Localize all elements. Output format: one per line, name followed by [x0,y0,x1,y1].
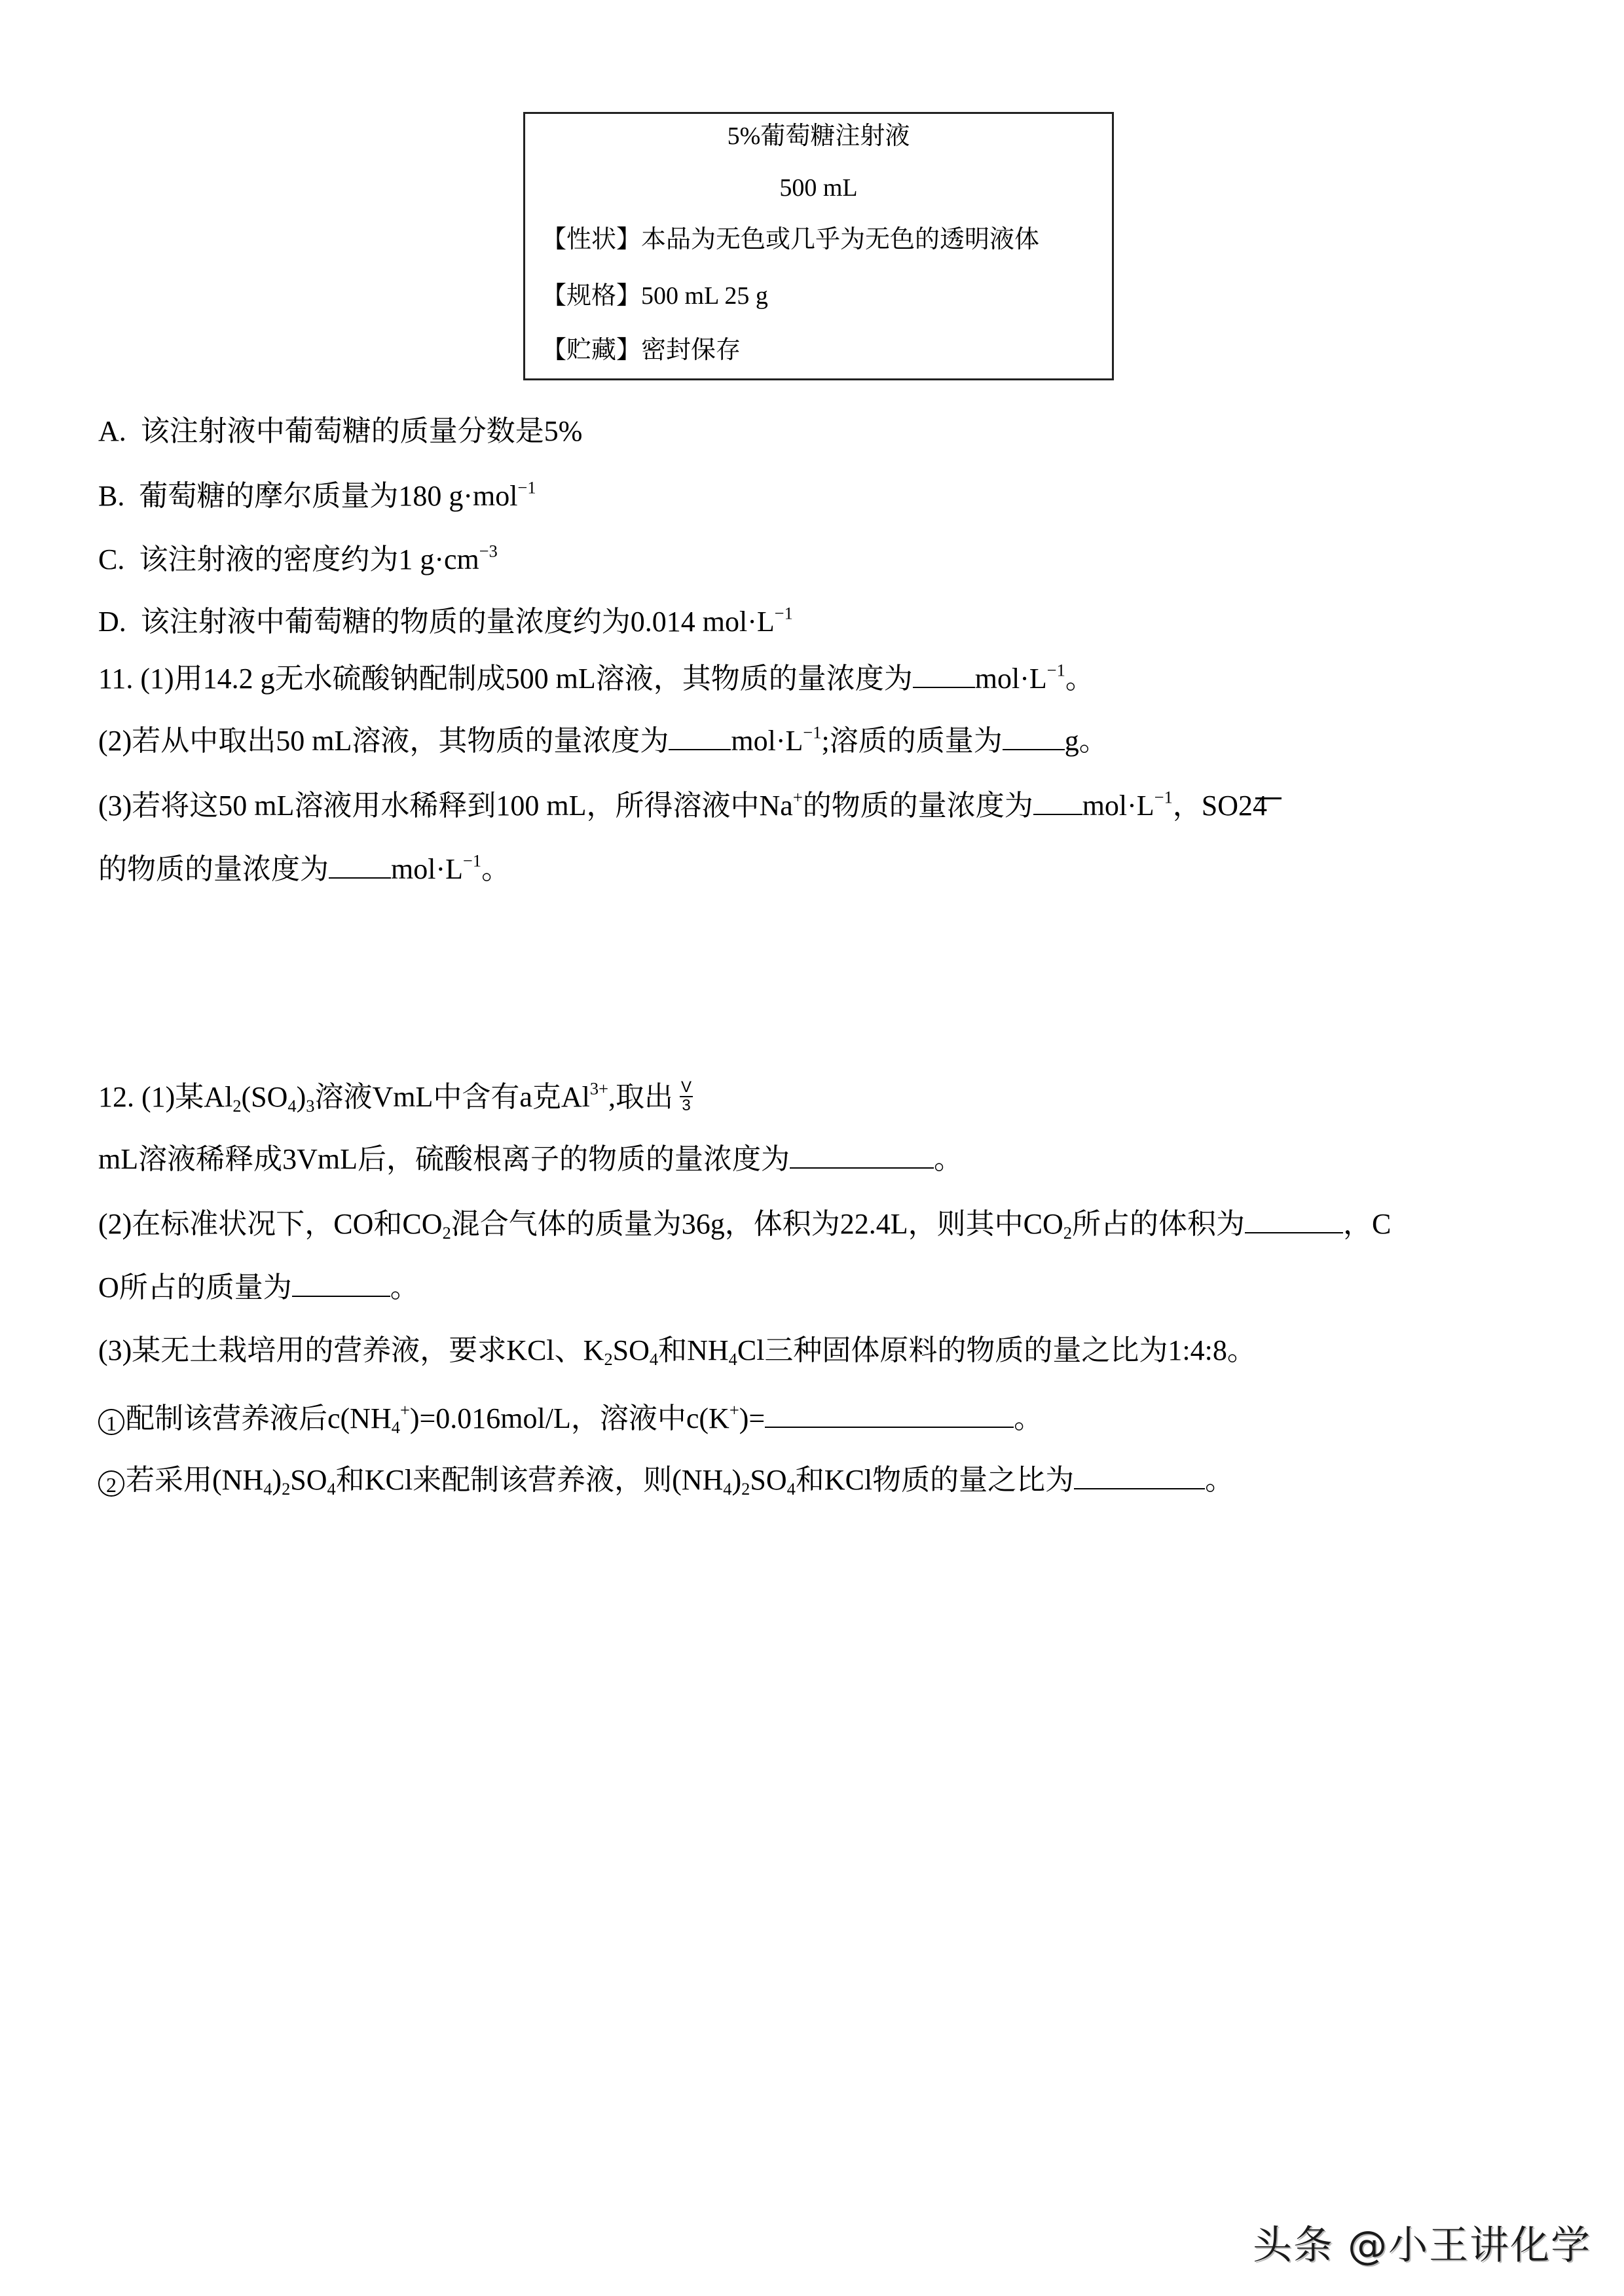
text: 溶液VmL中含有a克Al [314,1081,590,1113]
spec-text: 500 mL 25 g [641,282,768,310]
superscript: −1 [774,603,793,623]
option-text: 葡萄糖的摩尔质量为180 g·mol [139,480,518,512]
text: ) [272,1464,282,1496]
answer-blank[interactable] [1245,1206,1343,1233]
option-b [98,478,536,515]
text: SO [290,1464,327,1496]
text: 。 [390,1271,419,1303]
answer-blank[interactable] [292,1269,390,1297]
answer-blank[interactable] [790,1141,934,1169]
superscript: −1 [1154,787,1173,807]
option-text: 该注射液中葡萄糖的物质的量浓度约为0.014 mol·L [140,606,775,638]
text: 。 [481,853,511,885]
subscript: 2 [604,1349,613,1369]
subscript: 4 [728,1349,737,1369]
fraction-numerator: V [680,1078,692,1097]
superscript: −1 [462,850,482,871]
text: )=0.016mol/L，溶液中c(K [409,1402,729,1434]
q11-part3 [98,788,1282,824]
text: (2)若从中取出50 mL溶液，其物质的量浓度为 [98,725,669,757]
superscript: −1 [1046,660,1065,680]
option-letter: C. [98,543,125,575]
option-letter: D. [98,606,126,638]
text: 。 [1014,1402,1043,1434]
subscript: 2 [282,1478,291,1499]
text: 所占的体积为 [1071,1208,1245,1240]
answer-blank[interactable] [765,1400,1014,1428]
text: (SO [241,1081,288,1113]
subscript: 3 [306,1095,315,1116]
question-number: 12. [98,1081,134,1113]
circled-number-2: 2 [98,1470,124,1497]
subscript: 2 [232,1095,242,1116]
q12-part1-cont [98,1141,963,1178]
watermark: 头条 @小王讲化学 [1253,2223,1592,2269]
answer-blank[interactable] [329,851,391,879]
text: ，SO24 [1172,790,1268,822]
q12-part2 [98,1206,1391,1243]
text: 和KCl物质的量之比为 [795,1464,1075,1496]
q11-part3-cont [98,851,510,888]
text: SO [750,1464,787,1496]
subscript: 4 [287,1095,297,1116]
text: 配制该营养液后c(NH [126,1402,392,1434]
text: 混合气体的质量为36g，体积为22.4L，则其中CO [451,1208,1063,1240]
text: Cl三种固体原料的物质的量之比为1:4:8。 [737,1334,1256,1366]
label-properties [542,224,1039,255]
text: 和KCl来配制该营养液，则(NH [335,1464,724,1496]
answer-blank[interactable] [669,723,731,750]
text: (1)某Al [141,1081,233,1113]
text: mol·L [1082,790,1154,822]
answer-blank[interactable] [1074,1462,1205,1489]
label-spec [542,280,768,312]
subscript: 2 [442,1222,451,1243]
subscript: 4 [786,1478,796,1499]
text: ) [296,1081,306,1113]
answer-blank[interactable] [913,661,975,688]
q12-part2-cont [98,1269,419,1306]
option-text: 该注射液中葡萄糖的质量分数是5% [140,415,583,447]
option-text: 该注射液的密度约为1 g·cm [139,543,479,575]
text: mol·L [391,853,463,885]
superscript: −1 [803,722,822,742]
text: 若采用(NH [126,1464,264,1496]
superscript: −1 [517,477,536,498]
option-letter: B. [98,480,125,512]
subscript: 2 [1063,1222,1072,1243]
text: mol·L [731,725,803,757]
storage-text: 密封保存 [641,337,741,364]
circled-number-1: 1 [98,1409,124,1435]
text: 的物质的量浓度为 [802,790,1033,822]
text: ，C [1342,1208,1392,1240]
superscript: + [729,1400,739,1420]
subscript: 4 [263,1478,272,1499]
q11-part1 [98,661,1094,697]
spec-label: 【规格】 [542,282,642,310]
text: (3)若将这50 mL溶液用水稀释到100 mL，所得溶液中Na [98,790,793,822]
q12-sub1 [98,1400,1043,1437]
superscript: 3+ [589,1078,608,1099]
text: 。 [933,1143,963,1175]
superscript: −3 [479,541,498,561]
subscript: 4 [723,1478,732,1499]
text: 。 [1065,663,1094,695]
option-a [98,413,582,450]
subscript: 4 [649,1349,659,1369]
superscript: + [792,787,803,807]
storage-label: 【贮藏】 [542,337,642,364]
subscript: 4 [391,1417,400,1437]
q12-sub2 [98,1462,1234,1499]
q11-part2 [98,723,1108,759]
sulfate-charge-mark [1255,797,1282,799]
text: mol·L [974,663,1047,695]
answer-blank[interactable] [1003,723,1065,750]
text: 和NH [658,1334,729,1366]
option-d [98,604,793,640]
option-c [98,541,498,578]
fraction-denominator: 3 [682,1097,691,1115]
text: SO [612,1334,650,1366]
text: (1)用14.2 g无水硫酸钠配制成500 mL溶液，其物质的量浓度为 [140,663,913,695]
text: ,取出 [608,1081,673,1113]
text: (2)在标准状况下，CO和CO [98,1208,443,1240]
label-storage [542,335,741,366]
text: )= [739,1402,766,1434]
text: 。 [1205,1464,1234,1496]
fraction-v-over-3 [680,1079,693,1114]
text: ) [731,1464,742,1496]
label-title: 5%葡萄糖注射液 [727,122,910,150]
text: 的物质的量浓度为 [98,853,329,885]
properties-text: 本品为无色或几乎为无色的透明液体 [641,226,1040,253]
q12-part1 [98,1079,693,1116]
answer-blank[interactable] [1033,788,1082,815]
text: g。 [1064,725,1108,757]
properties-label: 【性状】 [542,226,642,253]
text: ;溶质的质量为 [821,725,1003,757]
question-number: 11. [98,663,134,695]
text: (3)某无土栽培用的营养液，要求KCl、K [98,1334,604,1366]
glucose-label-box [523,112,1114,380]
text: O所占的质量为 [98,1271,292,1303]
label-volume: 500 mL [779,174,858,202]
q12-part3 [98,1332,1256,1369]
subscript: 2 [741,1478,750,1499]
superscript: + [399,1400,410,1420]
subscript: 4 [327,1478,336,1499]
text: mL溶液稀释成3VmL后，硫酸根离子的物质的量浓度为 [98,1143,790,1175]
option-letter: A. [98,415,126,447]
